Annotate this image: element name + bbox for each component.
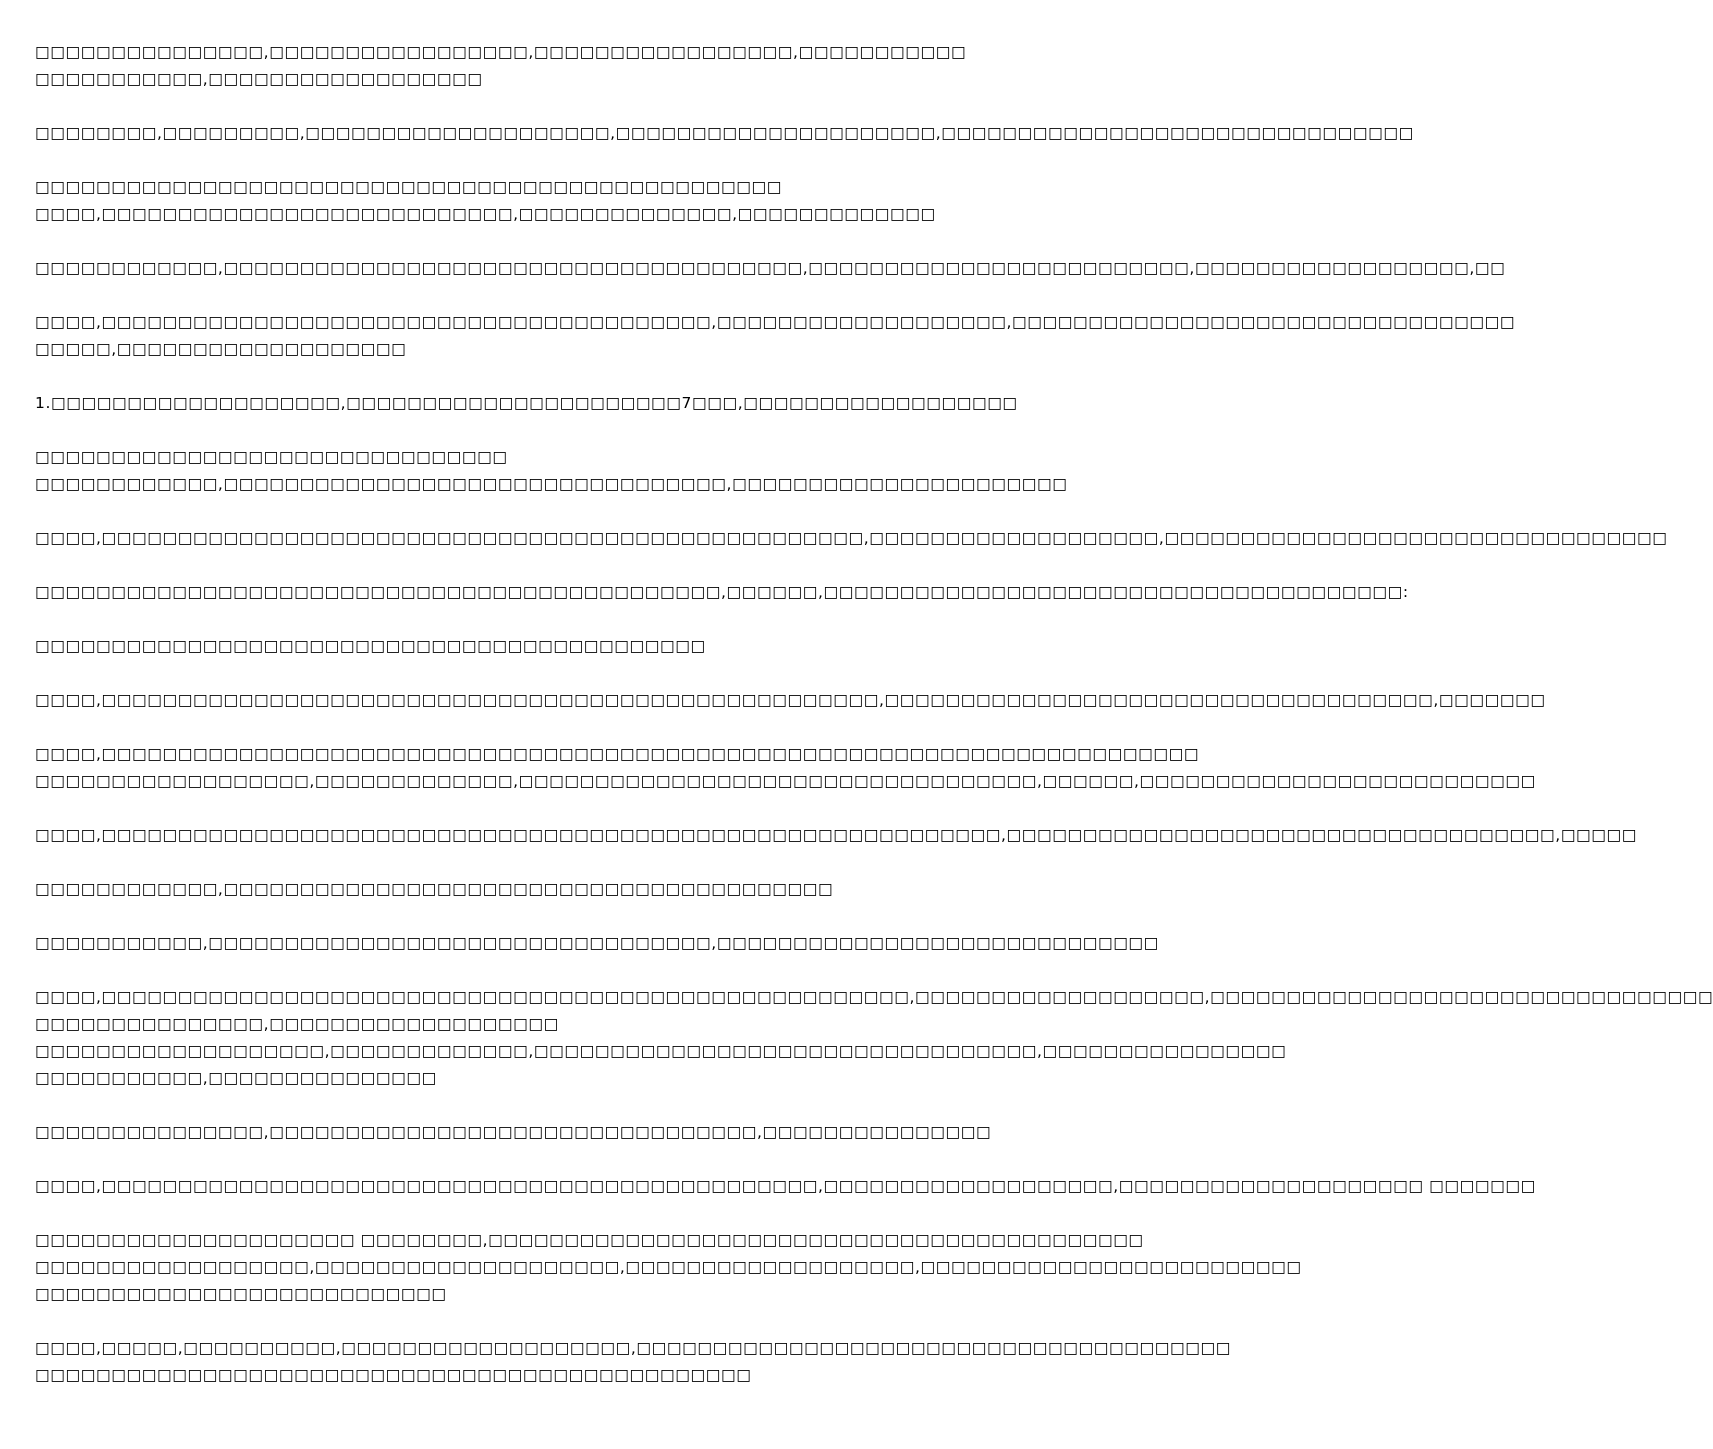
text-line: □□□□□□□□□□□,□□□□□□□□□□□□□□□: [35, 1069, 437, 1087]
text-line: □□□□□□□□□□□□□□□□□□□□□□□□□□□□□□□: [35, 448, 508, 466]
paragraph: [35, 525, 1668, 552]
text-line: □□□□□,□□□□□□□□□□□□□□□□□□□: [35, 340, 407, 358]
text-line: □□□□□□□□□□□□□□□□□□□□□□□□□□□: [35, 1285, 447, 1303]
text-line: □□□□,□□□□□□□□□□□□□□□□□□□□□□□□□□□□□□□□□□□□□□□□□□□□□□□□□□□,□□□□□□□□□□□□□□□□□□□□□□□□□□□□□□□□□□□□,□□□□□□□: [35, 691, 1546, 709]
paragraph: [35, 633, 990, 660]
paragraph: [35, 1119, 990, 1146]
text-line: □□□□,□□□□□□□□□□□□□□□□□□□□□□□□□□□□□□□□□□□□□□□□□□□□□□□□□□□□□□□□□□□,□□□□□□□□□□□□□□□□□□□□□□□□□□□□□□□□□□□□,□□□□□: [35, 826, 1638, 844]
paragraph: [35, 930, 1159, 957]
paragraph: [35, 822, 1638, 849]
text-line: □□□□□□□□□□□,□□□□□□□□□□□□□□□□□□: [35, 70, 483, 88]
text-line: □□□□,□□□□□□□□□□□□□□□□□□□□□□□□□□□□□□□□□□□□□□□□□□□□□□□,□□□□□□□□□□□□□□□□□□□,□□□□□□□□□□□□□□□□□□□□ □□□□□□□: [35, 1177, 1536, 1195]
text-line: □□□□□□□□□□□□□□□,□□□□□□□□□□□□□□□□□,□□□□□□□□□□□□□□□□□,□□□□□□□□□□□: [35, 43, 967, 61]
text-line: □□□□□□□□,□□□□□□□□□,□□□□□□□□□□□□□□□□□□□□,□□□□□□□□□□□□□□□□□□□□□,□□□□□□□□□□□□□□□□□□□□□□□□□□□□□□□: [35, 124, 1414, 142]
text-line: □□□□□□□□□□□□,□□□□□□□□□□□□□□□□□□□□□□□□□□□□□□□□□,□□□□□□□□□□□□□□□□□□□□□□: [35, 475, 1068, 493]
text-line: □□□□,□□□□□,□□□□□□□□□□,□□□□□□□□□□□□□□□□□□□,□□□□□□□□□□□□□□□□□□□□□□□□□□□□□□□□□□□□□□□: [35, 1339, 1231, 1357]
paragraph: [35, 741, 1536, 795]
text-line: □□□□□□□□□□□,□□□□□□□□□□□□□□□□□□□□□□□□□□□□□□□□□,□□□□□□□□□□□□□□□□□□□□□□□□□□□□□: [35, 934, 1159, 952]
text-line: □□□□□□□□□□□□□□□,□□□□□□□□□□□□□□□□□□□□□□□□□□□□□□□□,□□□□□□□□□□□□□□□: [35, 1123, 992, 1141]
text-line: □□□□□□□□□□□□□□□□□□□,□□□□□□□□□□□□□,□□□□□□□□□□□□□□□□□□□□□□□□□□□□□□□□□,□□□□□□□□□□□□□□□□: [35, 1042, 1287, 1060]
paragraph: [35, 174, 990, 228]
paragraph: [35, 1173, 1536, 1200]
text-line: □□□□,□□□□□□□□□□□□□□□□□□□□□□□□□□□□□□□□□□□□□□□□,□□□□□□□□□□□□□□□□□□□,□□□□□□□□□□□□□□□□□□□□□□□□□□□□□□□□□: [35, 313, 1516, 331]
paragraph: [35, 255, 1506, 282]
text-line: □□□□□□□□□□□□□□□□□□□□□□□□□□□□□□□□□□□□□□□□□□□□□□□: [35, 1366, 752, 1384]
text-line: □□□□,□□□□□□□□□□□□□□□□□□□□□□□□□□□□□□□□□□□□□□□□□□□□□□□□□□,□□□□□□□□□□□□□□□□□□□,□□□□□□□□□□□□□□□□□□□□□□□□□□□□□□□□□: [35, 529, 1668, 547]
text-line: □□□□□□□□□□□□□□□□□□□□□□□□□□□□□□□□□□□□□□□□□□□□□,□□□□□□,□□□□□□□□□□□□□□□□□□□□□□□□□□□□□□□□□□□□□□:: [35, 583, 1409, 601]
paragraph: [35, 1227, 1302, 1308]
text-line: □□□□,□□□□□□□□□□□□□□□□□□□□□□□□□□□□□□□□□□□□□□□□□□□□□□□□□□□□□□□□□□□□□□□□□□□□□□□□: [35, 745, 1200, 763]
paragraph: [35, 579, 1409, 606]
text-line: □□□□□□□□□□□□,□□□□□□□□□□□□□□□□□□□□□□□□□□□□□□□□□□□□□□,□□□□□□□□□□□□□□□□□□□□□□□□□,□□□□□□□□□□□□□□□□□□,□□: [35, 259, 1506, 277]
text-line: □□□□□□□□□□□□□□□□□□□□□ □□□□□□□□,□□□□□□□□□□□□□□□□□□□□□□□□□□□□□□□□□□□□□□□□□□□: [35, 1231, 1144, 1249]
text-line: □□□□,□□□□□□□□□□□□□□□□□□□□□□□□□□□,□□□□□□□□□□□□□□,□□□□□□□□□□□□□: [35, 205, 936, 223]
paragraph: [35, 309, 1516, 363]
paragraph: [35, 390, 1018, 417]
text-line: □□□□□□□□□□□□□□□□□□□□□□□□□□□□□□□□□□□□□□□□□□□□□□□□□: [35, 178, 782, 196]
paragraph: [35, 687, 1546, 714]
paragraph: [35, 120, 1414, 147]
text-line: □□□□□□□□□□□□□□□□□□,□□□□□□□□□□□□□□□□□□□□,□□□□□□□□□□□□□□□□□□□,□□□□□□□□□□□□□□□□□□□□□□□□□: [35, 1258, 1302, 1276]
text-line: □□□□□□□□□□□□□□□□□□□□□□□□□□□□□□□□□□□□□□□□□□□□: [35, 637, 706, 655]
paragraph: [35, 1335, 1231, 1389]
paragraph: [35, 444, 1068, 498]
paragraph: [35, 984, 1713, 1092]
text-line: □□□□,□□□□□□□□□□□□□□□□□□□□□□□□□□□□□□□□□□□□□□□□□□□□□□□□□□□□□,□□□□□□□□□□□□□□□□□□□,□□□□□□□□□□□□□□□□□□□□□□□□□□□□□□□□□: [35, 988, 1713, 1006]
paragraph: [35, 39, 990, 93]
document-body: [35, 39, 1713, 1416]
paragraph: [35, 876, 990, 903]
text-line: 1.□□□□□□□□□□□□□□□□□□□,□□□□□□□□□□□□□□□□□□□□□□7□□□,□□□□□□□□□□□□□□□□□□: [35, 394, 1018, 412]
text-line: □□□□□□□□□□□□□□□□□□,□□□□□□□□□□□□□,□□□□□□□□□□□□□□□□□□□□□□□□□□□□□□□□□□,□□□□□□,□□□□□□□□□□□□□□□□□□□□□□□□□□: [35, 772, 1536, 790]
text-line: □□□□□□□□□□□□,□□□□□□□□□□□□□□□□□□□□□□□□□□□□□□□□□□□□□□□□: [35, 880, 834, 898]
text-line: □□□□□□□□□□□□□□□,□□□□□□□□□□□□□□□□□□□: [35, 1015, 559, 1033]
